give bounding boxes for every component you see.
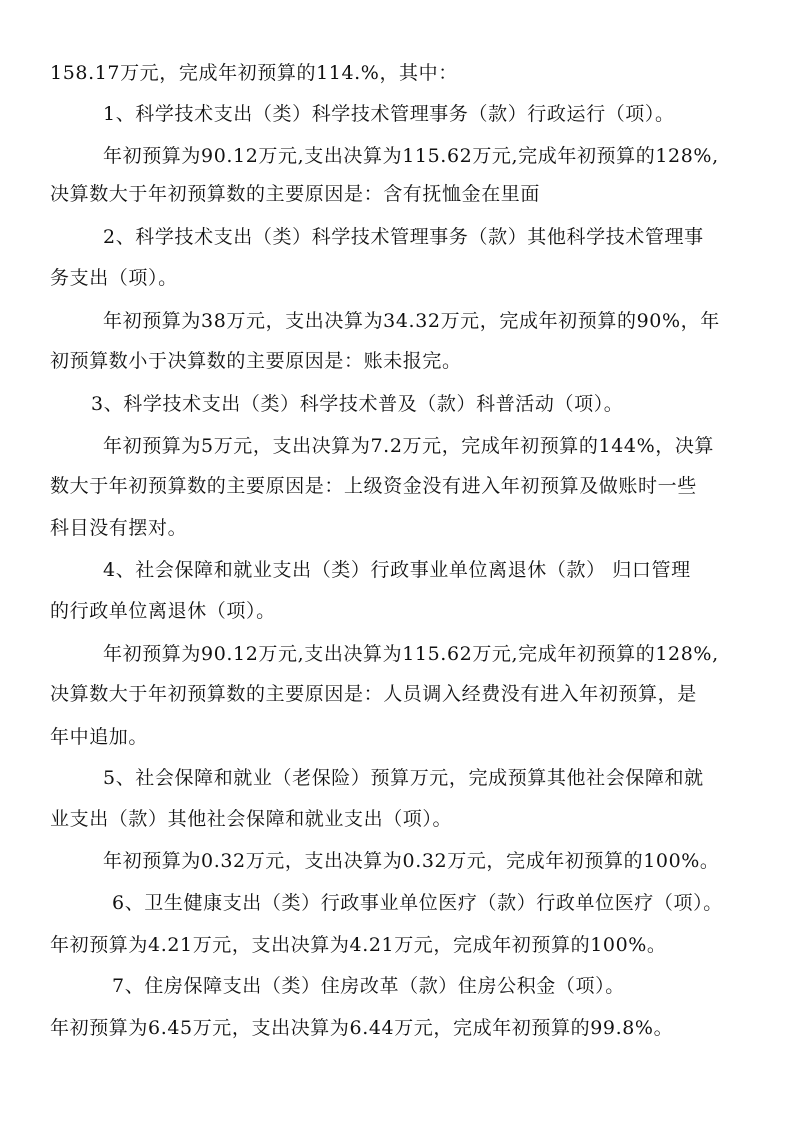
text-line: 年中追加。 bbox=[50, 726, 149, 748]
text-line: 决算数大于年初预算数的主要原因是：人员调入经费没有进入年初预算，是 bbox=[50, 683, 697, 705]
item-heading: 3、科学技术支出（类）科学技术普及（款）科普活动（项）。 bbox=[91, 393, 624, 415]
text-line: 158.17万元，完成年初预算的114.%，其中： bbox=[50, 62, 458, 84]
text-line: 务支出（项）。 bbox=[50, 267, 178, 289]
text-line: 的行政单位离退休（项）。 bbox=[50, 600, 276, 622]
item-heading: 7、住房保障支出（类）住房改革（款）住房公积金（项）。 bbox=[112, 975, 625, 997]
text-line: 年初预算为90.12万元,支出决算为115.62万元,完成年初预算的128%, bbox=[103, 643, 719, 665]
item-heading: 2、科学技术支出（类）科学技术管理事务（款）其他科学技术管理事 bbox=[103, 226, 704, 248]
text-line: 年初预算为4.21万元，支出决算为4.21万元，完成年初预算的100%。 bbox=[50, 934, 667, 956]
text-line: 年初预算为6.45万元，支出决算为6.44万元，完成年初预算的99.8%。 bbox=[50, 1017, 674, 1039]
item-heading: 4、社会保障和就业支出（类）行政事业单位离退休（款） 归口管理 bbox=[103, 559, 691, 581]
text-line: 初预算数小于决算数的主要原因是：账未报完。 bbox=[50, 350, 462, 372]
text-line: 年初预算为5万元，支出决算为7.2万元，完成年初预算的144%，决算 bbox=[103, 435, 715, 457]
text-line: 年初预算为38万元，支出决算为34.32万元，完成年初预算的90%，年 bbox=[103, 310, 720, 332]
text-line: 年初预算为0.32万元，支出决算为0.32万元，完成年初预算的100%。 bbox=[103, 850, 720, 872]
text-line: 业支出（款）其他社会保障和就业支出（项）。 bbox=[50, 808, 453, 830]
text-line: 科目没有摆对。 bbox=[50, 517, 188, 539]
item-heading: 5、社会保障和就业（老保险）预算万元，完成预算其他社会保障和就 bbox=[103, 767, 704, 789]
item-heading: 6、卫生健康支出（类）行政事业单位医疗（款）行政单位医疗（项）。 bbox=[112, 892, 723, 914]
text-line: 决算数大于年初预算数的主要原因是：含有抚恤金在里面 bbox=[50, 183, 541, 205]
text-line: 年初预算为90.12万元,支出决算为115.62万元,完成年初预算的128%, bbox=[103, 145, 719, 167]
item-heading: 1、科学技术支出（类）科学技术管理事务（款）行政运行（项）。 bbox=[103, 103, 675, 125]
text-line: 数大于年初预算数的主要原因是：上级资金没有进入年初预算及做账时一些 bbox=[50, 475, 697, 497]
